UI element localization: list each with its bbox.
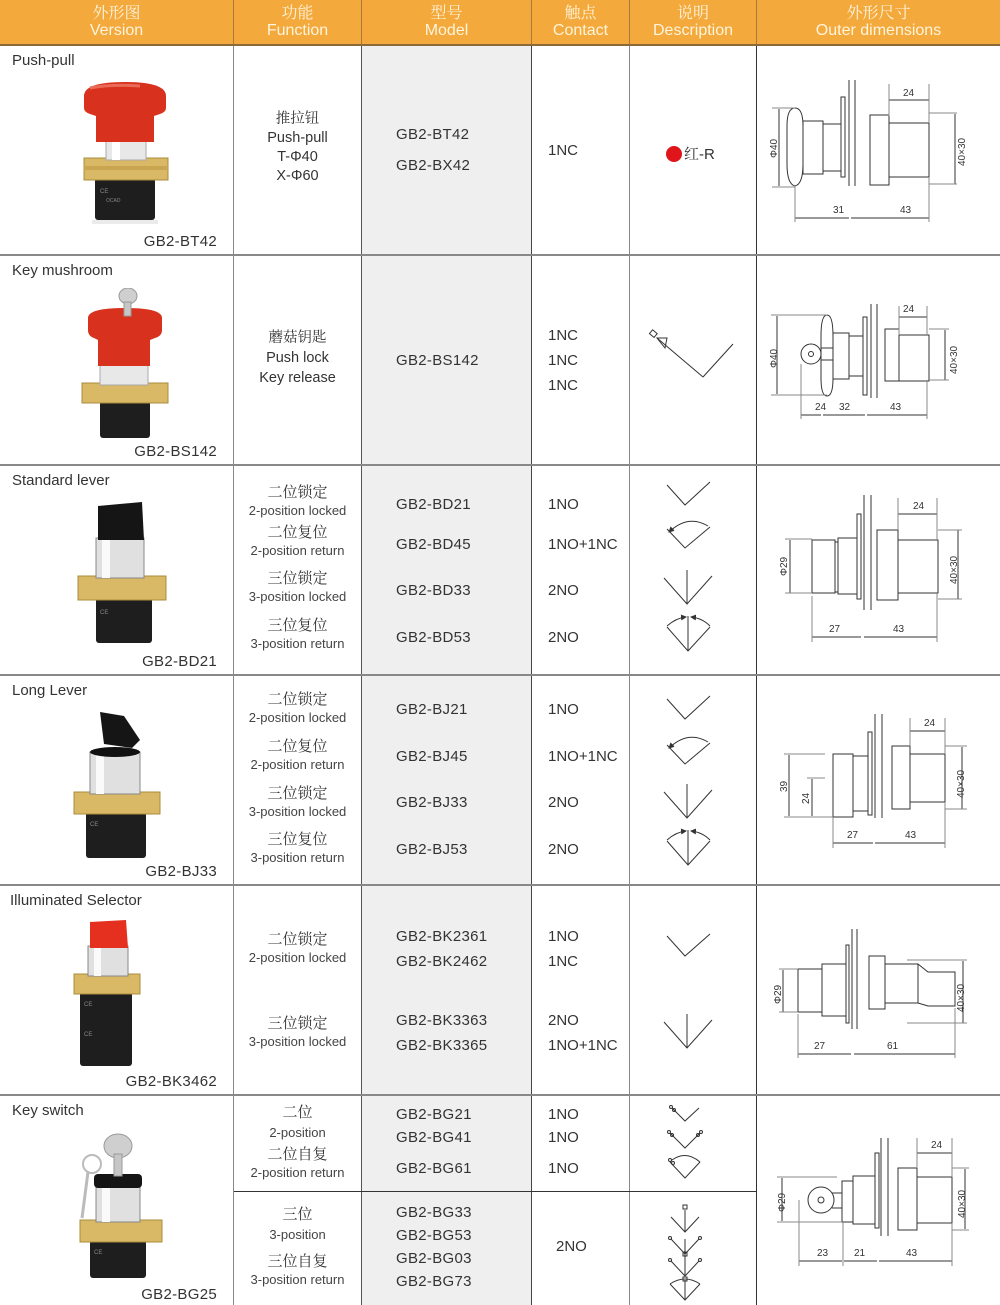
- svg-text:24: 24: [801, 792, 812, 804]
- function-cn: 三位锁定: [267, 1015, 328, 1032]
- header-contact-en: Contact: [552, 22, 609, 39]
- function-variant: T-Φ40: [277, 149, 318, 165]
- model-cell: [362, 46, 532, 254]
- dimension-cell: [757, 466, 1000, 674]
- svg-text:CE: CE: [84, 1032, 93, 1038]
- svg-text:43: 43: [906, 1248, 918, 1259]
- description-cell: [630, 466, 757, 674]
- svg-text:31: 31: [833, 205, 845, 216]
- function-cn: 二位锁定: [267, 931, 328, 948]
- dimension-drawing: [757, 1096, 1000, 1305]
- svg-text:40×30: 40×30: [949, 555, 960, 584]
- svg-text:27: 27: [814, 1041, 826, 1052]
- function-en: 3-position locked: [248, 589, 347, 604]
- version-cell: [0, 886, 234, 1094]
- version-model: GB2-BG25: [141, 1286, 217, 1303]
- function-cell: [234, 256, 362, 464]
- version-name: Long Lever: [12, 682, 88, 699]
- version-name: Key switch: [12, 1102, 84, 1119]
- function-cell: [234, 676, 362, 884]
- contact-cell: [532, 1096, 630, 1305]
- function-cn: 蘑菇钥匙: [268, 330, 327, 346]
- model-number: GB2-BJ45: [396, 748, 468, 765]
- model-number: GB2-BG33: [396, 1204, 472, 1221]
- version-name: Illuminated Selector: [10, 892, 142, 909]
- version-name: Key mushroom: [12, 262, 113, 279]
- function-cell: [234, 466, 362, 674]
- header-version: [0, 0, 234, 44]
- header-model: [362, 0, 532, 44]
- svg-text:CE: CE: [84, 1002, 93, 1008]
- function-cn: 三位: [282, 1206, 313, 1223]
- model-cell: [362, 466, 532, 674]
- contact-type: 1NO: [548, 701, 579, 718]
- svg-text:32: 32: [839, 402, 851, 413]
- header-dimensions: [757, 0, 1000, 44]
- dimension-drawing: [757, 46, 1000, 256]
- version-model: GB2-BT42: [143, 233, 217, 250]
- contact-cell: [532, 46, 630, 254]
- svg-text:Φ29: Φ29: [773, 984, 784, 1004]
- version-model: GB2-BD21: [142, 653, 217, 670]
- contact-type: 1NO+1NC: [548, 748, 618, 765]
- model-number: GB2-BT42: [396, 126, 470, 143]
- svg-text:CE: CE: [100, 189, 109, 195]
- description-cell: [630, 676, 757, 884]
- function-variant: X-Φ60: [276, 168, 319, 184]
- svg-text:24: 24: [913, 501, 925, 512]
- dimension-drawing: [757, 886, 1000, 1096]
- function-en: Push lock: [266, 350, 329, 366]
- version-model: GB2-BK3462: [125, 1073, 217, 1090]
- model-number: GB2-BD53: [396, 629, 471, 646]
- contact-type: 1NC: [548, 953, 579, 970]
- version-name: Standard lever: [12, 472, 110, 489]
- header-dimensions-en: Outer dimensions: [815, 22, 942, 39]
- contact-type: 1NO+1NC: [548, 1037, 618, 1054]
- contact-type: 1NO: [548, 1160, 579, 1177]
- function-cn: 二位自复: [267, 1146, 328, 1163]
- function-en: 2-position locked: [248, 503, 347, 518]
- model-number: GB2-BK3365: [396, 1037, 488, 1054]
- contact-symbols-icon: [660, 926, 730, 1056]
- header-version-cn: 外形图: [92, 5, 141, 22]
- contact-type: 2NO: [548, 629, 579, 646]
- svg-text:CE: CE: [100, 610, 109, 616]
- dimension-drawing: [757, 676, 1000, 886]
- table-row-key-mushroom: [0, 256, 1000, 466]
- function-en: 2-position return: [250, 1165, 345, 1180]
- function-cn: 二位: [282, 1104, 313, 1121]
- model-cell: [362, 256, 532, 464]
- svg-text:40×30: 40×30: [957, 137, 968, 166]
- version-cell: [0, 46, 234, 254]
- svg-text:23: 23: [817, 1248, 829, 1259]
- svg-text:40×30: 40×30: [956, 983, 967, 1012]
- model-number: GB2-BK2361: [396, 928, 488, 945]
- function-cell: [234, 886, 362, 1094]
- svg-text:40×30: 40×30: [956, 769, 967, 798]
- model-number: GB2-BG03: [396, 1250, 472, 1267]
- description-cell: [630, 256, 757, 464]
- contact-type: 2NO: [548, 582, 579, 599]
- model-number: GB2-BD21: [396, 496, 471, 513]
- function-cn: 三位锁定: [267, 570, 328, 587]
- contact-symbols-icon: [660, 480, 730, 660]
- color-label: 红-R: [684, 146, 715, 163]
- model-number: GB2-BK3363: [396, 1012, 488, 1029]
- contact-type: 1NO+1NC: [548, 536, 618, 553]
- function-cn: 三位自复: [267, 1253, 328, 1270]
- svg-text:Φ29: Φ29: [777, 1192, 788, 1212]
- key-contact-symbols-icon: [666, 1102, 726, 1302]
- contact-cell: [532, 886, 630, 1094]
- function-cn: 三位锁定: [267, 785, 328, 802]
- header-contact-cn: 触点: [564, 5, 597, 22]
- svg-text:CE: CE: [90, 822, 99, 828]
- header-model-en: Model: [424, 22, 469, 39]
- contact-type: 1NC: [548, 142, 579, 159]
- contact-type: 1NO: [548, 496, 579, 513]
- group-divider: [234, 1191, 757, 1192]
- function-en: 3-position: [269, 1227, 326, 1242]
- function-en: 2-position return: [250, 757, 345, 772]
- function-cn: 二位锁定: [267, 691, 328, 708]
- header-model-cn: 型号: [430, 5, 463, 22]
- header-function-cn: 功能: [281, 5, 314, 22]
- function-en: 2-position: [269, 1125, 326, 1140]
- model-number: GB2-BG21: [396, 1106, 472, 1123]
- svg-text:43: 43: [890, 402, 902, 413]
- function-en: 2-position return: [250, 543, 345, 558]
- function-en: Push-pull: [267, 130, 328, 146]
- svg-text:43: 43: [905, 830, 917, 841]
- model-number: GB2-BS142: [396, 352, 479, 369]
- contact-symbols-icon: [660, 694, 730, 874]
- function-cell: [234, 46, 362, 254]
- contact-cell: [532, 256, 630, 464]
- function-cn: 推拉钮: [275, 111, 320, 127]
- description-cell: [630, 886, 757, 1094]
- svg-text:61: 61: [887, 1041, 899, 1052]
- red-illuminated-selector-image: [70, 918, 180, 1073]
- model-number: GB2-BJ53: [396, 841, 468, 858]
- contact-type: 1NO: [548, 1106, 579, 1123]
- dimension-cell: [757, 1096, 1000, 1305]
- black-standard-lever-image: [70, 498, 180, 653]
- model-number: GB2-BG61: [396, 1160, 472, 1177]
- svg-text:43: 43: [900, 205, 912, 216]
- function-en: 3-position return: [250, 850, 345, 865]
- header-description-cn: 说明: [676, 5, 709, 22]
- svg-text:21: 21: [854, 1248, 866, 1259]
- dimension-cell: [757, 886, 1000, 1094]
- svg-text:24: 24: [924, 718, 936, 729]
- svg-text:Φ40: Φ40: [769, 348, 780, 368]
- contact-type: 2NO: [548, 841, 579, 858]
- model-number: GB2-BX42: [396, 157, 471, 174]
- function-cn: 二位复位: [267, 738, 328, 755]
- table-row-standard-lever: [0, 466, 1000, 676]
- function-en: 2-position locked: [248, 710, 347, 725]
- function-cell: [234, 1096, 362, 1305]
- red-dot-icon: [666, 146, 682, 162]
- header-dimensions-cn: 外形尺寸: [846, 5, 911, 22]
- function-cn: 三位复位: [267, 831, 328, 848]
- black-long-lever-image: [70, 708, 180, 863]
- svg-text:24: 24: [815, 402, 827, 413]
- version-cell: [0, 1096, 234, 1305]
- model-cell: [362, 676, 532, 884]
- dimension-drawing: [757, 466, 1000, 676]
- header-description-en: Description: [652, 22, 734, 39]
- version-model: GB2-BJ33: [145, 863, 217, 880]
- contact-type: 1NO: [548, 928, 579, 945]
- svg-text:CE: CE: [94, 1250, 103, 1256]
- description-cell: [630, 46, 757, 254]
- function-en: 3-position locked: [248, 1034, 347, 1049]
- contact-type: 1NC: [548, 327, 579, 344]
- function-en: 2-position locked: [248, 950, 347, 965]
- function-en: Key release: [259, 370, 336, 386]
- header-function: [234, 0, 362, 44]
- svg-text:43: 43: [893, 624, 905, 635]
- dimension-drawing: [757, 256, 1000, 466]
- key-release-symbol-icon: [645, 326, 745, 386]
- contact-type: 1NC: [548, 377, 579, 394]
- function-en: 3-position return: [250, 636, 345, 651]
- header-function-en: Function: [266, 22, 329, 39]
- model-number: GB2-BJ21: [396, 701, 468, 718]
- version-name: Push-pull: [12, 52, 75, 69]
- model-number: GB2-BK2462: [396, 953, 488, 970]
- model-number: GB2-BD33: [396, 582, 471, 599]
- model-number: GB2-BG73: [396, 1273, 472, 1290]
- table-row-illuminated-selector: [0, 886, 1000, 1096]
- function-cn: 二位锁定: [267, 484, 328, 501]
- table-row-push-pull: [0, 46, 1000, 256]
- svg-text:24: 24: [931, 1140, 943, 1151]
- header-contact: [532, 0, 630, 44]
- header-description: [630, 0, 757, 44]
- dimension-cell: [757, 46, 1000, 254]
- svg-text:40×30: 40×30: [957, 1189, 968, 1218]
- svg-text:27: 27: [847, 830, 859, 841]
- svg-text:27: 27: [829, 624, 841, 635]
- color-indicator: [666, 143, 715, 164]
- svg-text:Φ29: Φ29: [779, 556, 790, 576]
- svg-text:24: 24: [903, 304, 915, 315]
- red-mushroom-pushbutton-image: [70, 78, 180, 233]
- model-number: GB2-BG41: [396, 1129, 472, 1146]
- svg-text:39: 39: [779, 780, 790, 792]
- model-number: GB2-BD45: [396, 536, 471, 553]
- version-cell: [0, 256, 234, 464]
- version-cell: [0, 466, 234, 674]
- key-switch-image: [70, 1128, 180, 1283]
- model-cell: [362, 886, 532, 1094]
- svg-text:24: 24: [903, 88, 915, 99]
- contact-cell: [532, 466, 630, 674]
- contact-type: 2NO: [548, 1012, 579, 1029]
- contact-type: 2NO: [556, 1238, 587, 1255]
- model-number: GB2-BG53: [396, 1227, 472, 1244]
- contact-type: 1NC: [548, 352, 579, 369]
- model-cell: [362, 1096, 532, 1305]
- function-en: 3-position locked: [248, 804, 347, 819]
- contact-type: 2NO: [548, 794, 579, 811]
- description-cell: [630, 1096, 757, 1305]
- table-row-key-switch: [0, 1096, 1000, 1305]
- svg-text:Φ40: Φ40: [769, 138, 780, 158]
- model-number: GB2-BJ33: [396, 794, 468, 811]
- table-header: [0, 0, 1000, 46]
- contact-type: 1NO: [548, 1129, 579, 1146]
- dimension-cell: [757, 256, 1000, 464]
- version-model: GB2-BS142: [134, 443, 217, 460]
- svg-text:40×30: 40×30: [949, 345, 960, 374]
- svg-text:OCAD: OCAD: [106, 198, 121, 204]
- function-en: 3-position return: [250, 1272, 345, 1287]
- red-key-mushroom-image: [70, 288, 180, 443]
- dimension-cell: [757, 676, 1000, 884]
- function-cn: 二位复位: [267, 524, 328, 541]
- table-row-long-lever: [0, 676, 1000, 886]
- version-cell: [0, 676, 234, 884]
- contact-cell: [532, 676, 630, 884]
- header-version-en: Version: [89, 22, 144, 39]
- function-cn: 三位复位: [267, 617, 328, 634]
